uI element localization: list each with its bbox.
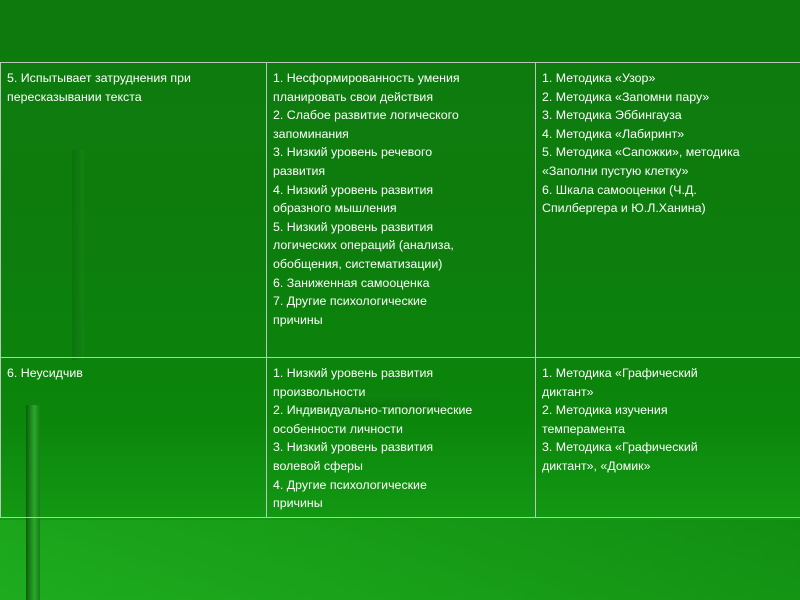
- problem-cell: 5. Испытывает затруднения при пересказывании текста: [1, 63, 267, 358]
- causes-cell: 1. Несформированность умения планировать свои действия 2. Слабое развитие логического запоминания 3. Низкий уровень речевого развития 4. Низкий уровень развития образного мышления 5. Низкий уровень развития логических операций (анализа, обобщения, систематизации) 6. Заниженная самооценка 7. Другие психологические причины: [267, 63, 536, 358]
- causes-cell: 1. Низкий уровень развития произвольности 2. Индивидуально-типологические особенности личности 3. Низкий уровень развития волевой сферы 4. Другие психологические причины: [267, 358, 536, 518]
- methods-cell: 1. Методика «Графический диктант» 2. Методика изучения темперамента 3. Методика «Графический диктант», «Домик»: [536, 358, 800, 518]
- decorative-band: [0, 520, 800, 600]
- diagnostics-table: [0, 62, 800, 518]
- table-row: [1, 358, 800, 518]
- methods-cell: 1. Методика «Узор» 2. Методика «Запомни пару» 3. Методика Эббингауза 4. Методика «Лабиринт» 5. Методика «Сапожки», методика «Заполни пустую клетку» 6. Шкала самооценки (Ч.Д. Спилбергера и Ю.Л.Ханина): [536, 63, 800, 358]
- problem-cell: 6. Неусидчив: [1, 358, 267, 518]
- table-row: [1, 63, 800, 358]
